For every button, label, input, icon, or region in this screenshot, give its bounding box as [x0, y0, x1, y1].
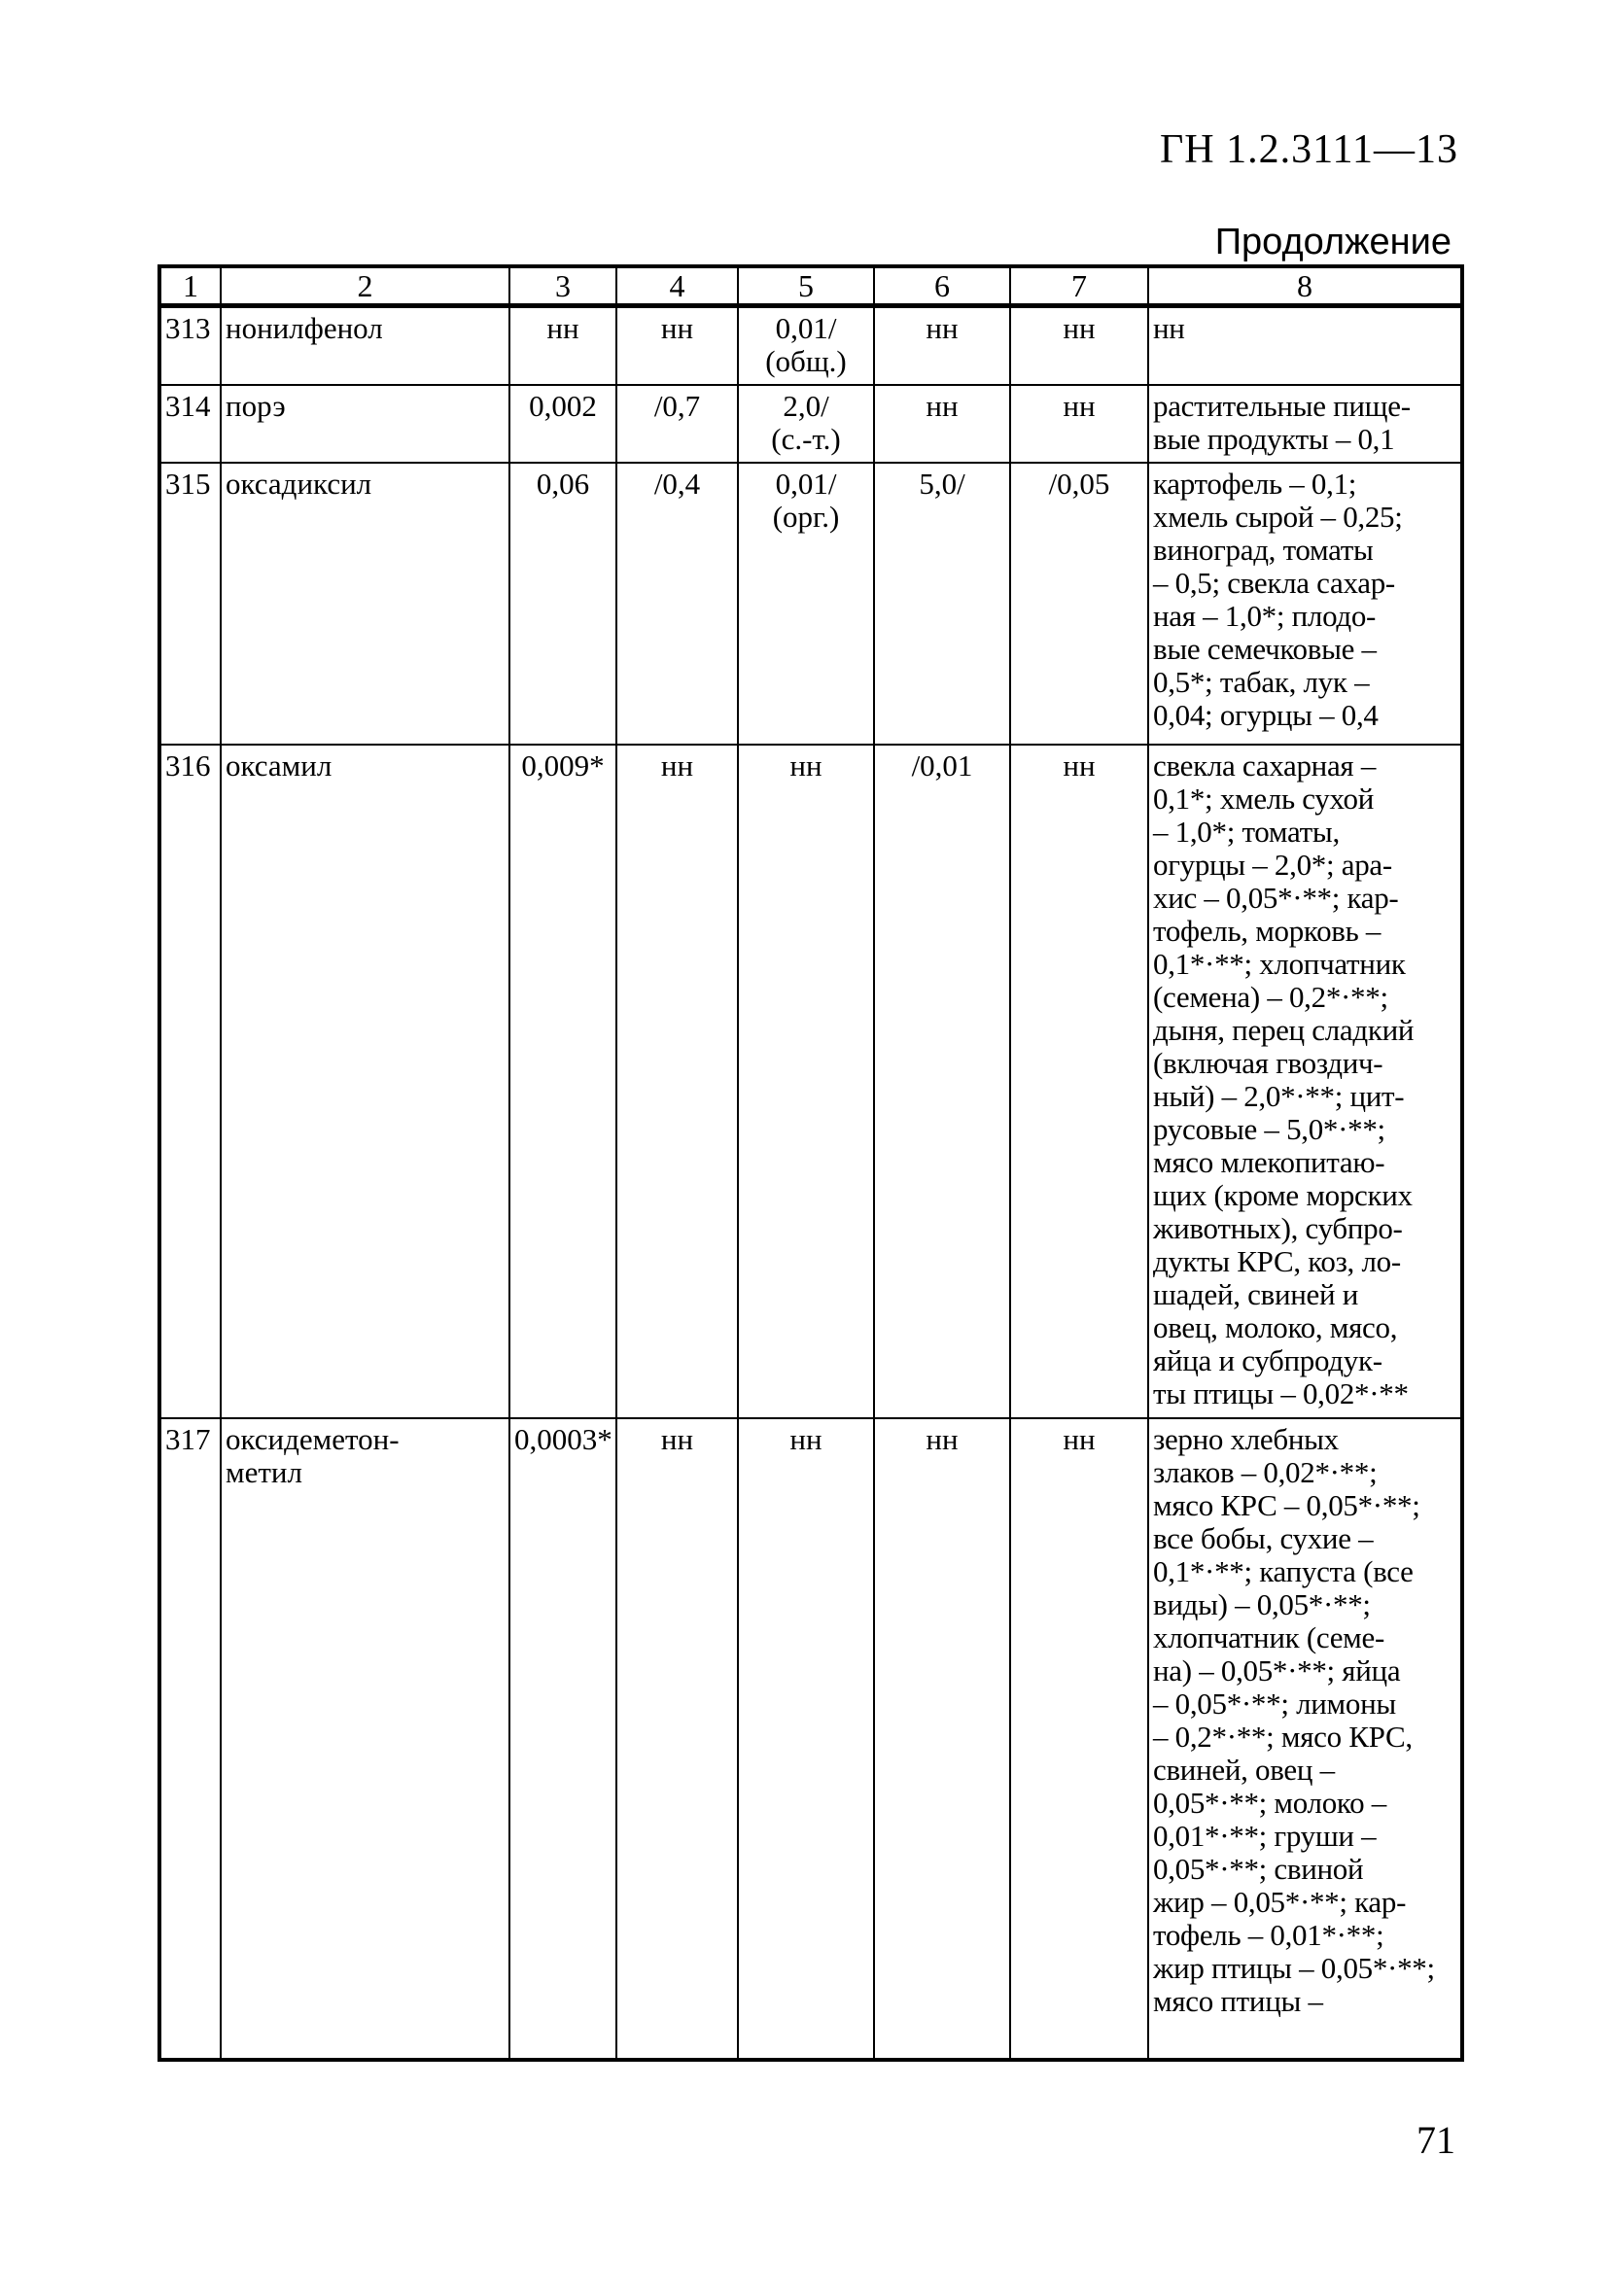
cell-col3: 0,0003* — [509, 1418, 616, 2060]
column-header: 7 — [1010, 266, 1148, 306]
cell-col5: 2,0/ (с.-т.) — [738, 385, 874, 463]
substance-name: оксамил — [221, 745, 509, 1418]
cell-col5: нн — [738, 1418, 874, 2060]
cell-col3: 0,009* — [509, 745, 616, 1418]
cell-col7: нн — [1010, 306, 1148, 386]
cell-col5: 0,01/ (орг.) — [738, 463, 874, 745]
document-code: ГН 1.2.3111—13 — [1160, 127, 1458, 172]
cell-col4: /0,4 — [616, 463, 738, 745]
column-header: 2 — [221, 266, 509, 306]
continuation-label: Продолжение — [1214, 222, 1452, 262]
cell-col3: 0,002 — [509, 385, 616, 463]
hygiene-standards-table — [157, 264, 1464, 2062]
table-row — [159, 1418, 1462, 2060]
cell-col4: нн — [616, 306, 738, 386]
cell-col8-notes: зерно хлебных злаков – 0,02*·**; мясо КРС – 0,05*·**; все бобы, сухие – 0,1*·**; капуста (все виды) – 0,05*·**; хлопчатник (семе- на) – 0,05*·**; яйца – 0,05*·**; лимоны – 0,2*·**; мясо КРС, свиней, овец – 0,05*·**; молоко – 0,01*·**; груши – 0,05*·**; свиной жир – 0,05*·**; кар- тофель – 0,01*·**; жир птицы – 0,05*·**; мясо птицы – — [1148, 1418, 1462, 2060]
column-header: 5 — [738, 266, 874, 306]
cell-col4: нн — [616, 1418, 738, 2060]
cell-col5: 0,01/ (общ.) — [738, 306, 874, 386]
column-header: 6 — [874, 266, 1010, 306]
row-number: 315 — [159, 463, 221, 745]
cell-col3: нн — [509, 306, 616, 386]
substance-name: порэ — [221, 385, 509, 463]
substance-name: нонилфенол — [221, 306, 509, 386]
table-row — [159, 385, 1462, 463]
column-header: 8 — [1148, 266, 1462, 306]
row-number: 313 — [159, 306, 221, 386]
cell-col4: /0,7 — [616, 385, 738, 463]
cell-col6: /0,01 — [874, 745, 1010, 1418]
cell-col7: нн — [1010, 1418, 1148, 2060]
substance-name: оксадиксил — [221, 463, 509, 745]
column-header: 3 — [509, 266, 616, 306]
cell-col8-notes: растительные пище- вые продукты – 0,1 — [1148, 385, 1462, 463]
cell-col6: нн — [874, 385, 1010, 463]
cell-col6: нн — [874, 306, 1010, 386]
cell-col7: /0,05 — [1010, 463, 1148, 745]
cell-col7: нн — [1010, 385, 1148, 463]
column-header: 4 — [616, 266, 738, 306]
cell-col6: нн — [874, 1418, 1010, 2060]
cell-col8-notes: свекла сахарная – 0,1*; хмель сухой – 1,0*; томаты, огурцы – 2,0*; ара- хис – 0,05*·**; кар- тофель, морковь – 0,1*·**; хлопчатник (семена) – 0,2*·**; дыня, перец сладкий (включая гвоздич- ный) – 2,0*·**; цит- русовые – 5,0*·**; мясо млекопитаю- щих (кроме морских животных), субпро- дукты КРС, коз, ло- шадей, свиней и овец, молоко, мясо, яйца и субпродук- ты птицы – 0,02*·** — [1148, 745, 1462, 1418]
row-number: 316 — [159, 745, 221, 1418]
cell-col5: нн — [738, 745, 874, 1418]
row-number: 317 — [159, 1418, 221, 2060]
column-number-row — [159, 266, 1462, 306]
table-row — [159, 306, 1462, 386]
table-row — [159, 745, 1462, 1418]
cell-col8-notes: картофель – 0,1; хмель сырой – 0,25; виноград, томаты – 0,5; свекла сахар- ная – 1,0*; плодо- вые семечковые – 0,5*; табак, лук – 0,04; огурцы – 0,4 — [1148, 463, 1462, 745]
cell-col6: 5,0/ — [874, 463, 1010, 745]
cell-col8-notes: нн — [1148, 306, 1462, 386]
substance-name: оксидеметон- метил — [221, 1418, 509, 2060]
page-number: 71 — [1417, 2118, 1455, 2162]
cell-col7: нн — [1010, 745, 1148, 1418]
cell-col3: 0,06 — [509, 463, 616, 745]
row-number: 314 — [159, 385, 221, 463]
column-header: 1 — [159, 266, 221, 306]
cell-col4: нн — [616, 745, 738, 1418]
table-row — [159, 463, 1462, 745]
